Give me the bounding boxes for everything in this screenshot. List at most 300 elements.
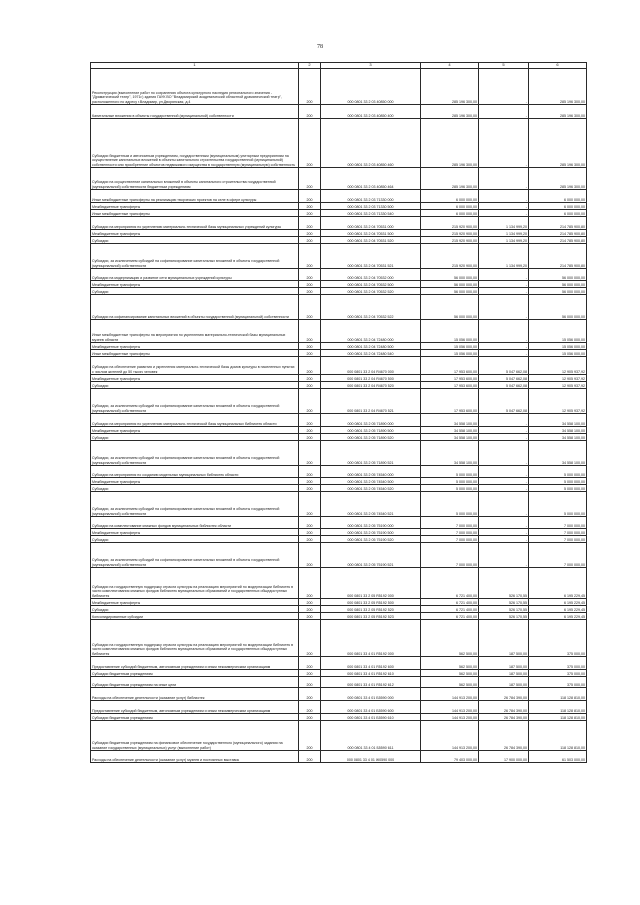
row-csr-code: 000 0801 33 2 05 R5192 520 [321, 606, 421, 613]
row-name: Субсидии, за исключением субсидий на софинансирование капитальных вложений в объекты государственной (муниципальной) собственности [91, 492, 299, 517]
row-approved-amount: 6 721 400,00 [421, 606, 479, 613]
table-row [91, 688, 587, 701]
table-row [91, 414, 587, 427]
row-code: 200 [299, 389, 321, 414]
row-name: Межбюджетные трансферты [91, 427, 299, 434]
table-row [91, 295, 587, 320]
row-approved-amount: 6 721 400,00 [421, 613, 479, 620]
row-code: 200 [299, 210, 321, 217]
row-result-amount: 375 000,00 [529, 670, 587, 677]
row-approved-amount: 5 000 000,00 [421, 485, 479, 492]
row-name: Субсидии, за исключением субсидий на софинансирование капитальных вложений в объекты государственной (муниципальной) собственности [91, 389, 299, 414]
row-change-amount: - [479, 350, 529, 357]
row-approved-amount: 6 000 000,00 [421, 210, 479, 217]
row-change-amount: 26 784 390,00 [479, 701, 529, 714]
row-change-amount: 26 784 390,00 [479, 714, 529, 721]
row-approved-amount: 6 721 400,00 [421, 568, 479, 599]
row-code: 200 [299, 434, 321, 441]
row-approved-amount: 6 000 000,00 [421, 190, 479, 203]
row-result-amount: 5 000 000,00 [529, 466, 587, 478]
row-csr-code: 000 0801 33 2 04 70531 500 [321, 230, 421, 237]
row-name: Субсидии [91, 382, 299, 389]
row-code: 200 [299, 119, 321, 168]
row-change-amount: 26 784 390,00 [479, 721, 529, 751]
table-row [91, 105, 587, 119]
row-approved-amount: 285 196 300,00 [421, 105, 479, 119]
row-code: 200 [299, 441, 321, 466]
table-row [91, 485, 587, 492]
table-row [91, 606, 587, 613]
table-row [91, 320, 587, 343]
row-code: 200 [299, 606, 321, 613]
row-approved-amount: 15 056 000,00 [421, 350, 479, 357]
row-name: Субсидии на обеспечение развития и укрепления материально-технической базы домов культуры в населенных пунктах с числом жителей до 50 тысяч человек [91, 357, 299, 375]
row-approved-amount: 56 000 000,00 [421, 269, 479, 281]
row-change-amount: - [479, 105, 529, 119]
row-result-amount: 56 000 000,00 [529, 269, 587, 281]
table-row [91, 701, 587, 714]
row-code: 200 [299, 269, 321, 281]
row-change-amount: - [479, 343, 529, 350]
row-code: 200 [299, 230, 321, 237]
row-name: Субсидии на модернизацию и развитие сети муниципальных учреждений культуры [91, 269, 299, 281]
row-name: Субсидии [91, 434, 299, 441]
row-name: Субсидии на мероприятия по созданию модельных муниципальных библиотек области [91, 466, 299, 478]
row-code: 200 [299, 714, 321, 721]
row-csr-code: 000 0801 33 2 05 74540 500 [321, 478, 421, 485]
table-row [91, 382, 587, 389]
row-name: Расходы на обеспечение деятельности (оказание услуг) библиотек [91, 688, 299, 701]
row-csr-code: 000 0801 33 2 04 70532 520 [321, 288, 421, 295]
row-code: 200 [299, 529, 321, 536]
row-change-amount: 5 047 662,08 [479, 382, 529, 389]
row-change-amount: 526 170,55 [479, 568, 529, 599]
table-row [91, 119, 587, 168]
row-csr-code: 000 0801 33 2 04 70532 522 [321, 295, 421, 320]
row-csr-code: 000 0801 33 2 04 70532 500 [321, 281, 421, 288]
row-csr-code: 000 0801 33 4 01 R5192 000 [321, 620, 421, 657]
table-row [91, 269, 587, 281]
table-row [91, 714, 587, 721]
row-change-amount: 187 500,00 [479, 670, 529, 677]
row-result-amount: 118 128 810,00 [529, 688, 587, 701]
row-csr-code: 000 0801 33 2 03 40850 000 [321, 69, 421, 105]
row-csr-code: 000 0801 33 2 03 40850 400 [321, 105, 421, 119]
row-change-amount: - [479, 434, 529, 441]
header-cell: 4 [421, 63, 479, 69]
row-name: Субсидии [91, 237, 299, 244]
row-code: 200 [299, 536, 321, 543]
row-approved-amount: 5 000 000,00 [421, 492, 479, 517]
row-csr-code: 000 0801 33 2 04 R4670 521 [321, 389, 421, 414]
row-approved-amount: 562 500,00 [421, 657, 479, 670]
row-change-amount: 17 900 000,00 [479, 751, 529, 763]
row-csr-code: 000 0801 33 4 01 R5192 610 [321, 670, 421, 677]
row-name: Субсидии [91, 485, 299, 492]
row-code: 200 [299, 492, 321, 517]
row-csr-code: 000 0801 33 2 05 75190 521 [321, 543, 421, 568]
row-code: 200 [299, 620, 321, 657]
row-code: 200 [299, 751, 321, 763]
row-result-amount: 214 785 900,80 [529, 237, 587, 244]
row-csr-code: 000 0801 33 2 05 R5192 500 [321, 599, 421, 606]
row-csr-code: 000 0801 33 2 03 40850 460 [321, 119, 421, 168]
row-name: Субсидии на мероприятия по укреплению материально-технической базы муниципальных библиотек области [91, 414, 299, 427]
table-row [91, 343, 587, 350]
row-result-amount: 7 000 000,00 [529, 543, 587, 568]
table-row [91, 389, 587, 414]
table-row [91, 375, 587, 382]
row-code: 200 [299, 382, 321, 389]
row-code: 200 [299, 568, 321, 599]
table-row [91, 427, 587, 434]
row-code: 200 [299, 485, 321, 492]
row-csr-code: 000 0801 33 2 04 72480 000 [321, 320, 421, 343]
row-change-amount: 526 170,55 [479, 613, 529, 620]
table-row [91, 721, 587, 751]
row-name: Межбюджетные трансферты [91, 599, 299, 606]
row-change-amount: - [479, 427, 529, 434]
row-code: 200 [299, 357, 321, 375]
row-csr-code: 000 0801 33 4 01 Б5590 000 [321, 688, 421, 701]
row-csr-code: 000 0801 33 2 05 71890 500 [321, 427, 421, 434]
row-approved-amount: 215 920 900,00 [421, 244, 479, 269]
table-row [91, 217, 587, 230]
row-approved-amount: 562 500,00 [421, 677, 479, 688]
row-name: Иные межбюджетные трансферты [91, 210, 299, 217]
row-change-amount: 1 134 999,20 [479, 237, 529, 244]
row-name: Субсидии, за исключением субсидий на софинансирование капитальных вложений в объекты государственной (муниципальной) собственности [91, 244, 299, 269]
row-approved-amount: 7 000 000,00 [421, 536, 479, 543]
row-csr-code: 000 0801 33 2 04 72480 500 [321, 343, 421, 350]
row-result-amount: 375 000,00 [529, 677, 587, 688]
row-name: Субсидии бюджетным учреждениям [91, 670, 299, 677]
row-change-amount: - [479, 320, 529, 343]
table-row [91, 517, 587, 529]
row-code: 200 [299, 688, 321, 701]
row-code: 200 [299, 288, 321, 295]
row-result-amount: 285 196 300,00 [529, 119, 587, 168]
row-csr-code: 000 0801 33 2 04 R4670 520 [321, 382, 421, 389]
row-approved-amount: 562 500,00 [421, 620, 479, 657]
row-result-amount: 6 000 000,00 [529, 190, 587, 203]
table-row [91, 237, 587, 244]
row-name: Иные межбюджетные трансферты на реализацию творческих проектов на селе в сфере культуры [91, 190, 299, 203]
table-row [91, 244, 587, 269]
row-approved-amount: 215 920 900,00 [421, 230, 479, 237]
row-change-amount: - [479, 69, 529, 105]
table-row [91, 434, 587, 441]
table-row [91, 478, 587, 485]
row-result-amount: 5 000 000,00 [529, 492, 587, 517]
table-row [91, 670, 587, 677]
row-result-amount: 214 785 900,80 [529, 217, 587, 230]
row-code: 200 [299, 320, 321, 343]
row-name: Межбюджетные трансферты [91, 375, 299, 382]
row-name: Субсидии бюджетным учреждениям на иные цели [91, 677, 299, 688]
row-approved-amount: 17 953 600,00 [421, 389, 479, 414]
row-csr-code: 000 0801 33 4 01 R5192 612 [321, 677, 421, 688]
table-row [91, 599, 587, 606]
table-row [91, 281, 587, 288]
row-csr-code: 000 0801 33 2 04 R4670 000 [321, 357, 421, 375]
row-name: Межбюджетные трансферты [91, 343, 299, 350]
row-name: Субсидии на комплектование книжных фондов муниципальных библиотек области [91, 517, 299, 529]
row-result-amount: 375 000,00 [529, 657, 587, 670]
row-change-amount: - [479, 529, 529, 536]
row-code: 200 [299, 613, 321, 620]
table-row [91, 288, 587, 295]
row-name: Субсидии [91, 606, 299, 613]
table-row [91, 441, 587, 466]
row-result-amount: 56 000 000,00 [529, 295, 587, 320]
budget-table [90, 62, 587, 763]
row-change-amount: 526 170,55 [479, 599, 529, 606]
row-csr-code: 000 0801 33 2 05 71890 520 [321, 434, 421, 441]
row-csr-code: 000 0801 33 2 04 R4670 500 [321, 375, 421, 382]
page-number: 78 [317, 44, 323, 50]
row-change-amount: - [479, 281, 529, 288]
row-change-amount: 1 134 999,20 [479, 230, 529, 237]
row-code: 200 [299, 217, 321, 230]
row-change-amount: 26 784 390,00 [479, 688, 529, 701]
row-change-amount: 1 134 999,20 [479, 244, 529, 269]
row-csr-code: 000 0801 33 2 03 71330 500 [321, 203, 421, 210]
row-approved-amount: 56 000 000,00 [421, 288, 479, 295]
row-name: Субсидии на государственную поддержку отрасли культуры на реализацию мероприятий по модернизации библиотек в части комплектования книжных фондов библиотек муниципальных образований и государственных общедоступных библиотек [91, 620, 299, 657]
row-change-amount: - [479, 203, 529, 210]
row-result-amount: 15 056 000,00 [529, 343, 587, 350]
row-approved-amount: 34 558 100,00 [421, 434, 479, 441]
row-change-amount: - [479, 441, 529, 466]
row-csr-code: 000 0801 33 4 01 Ж0590 000 [321, 751, 421, 763]
row-code: 200 [299, 677, 321, 688]
row-code: 200 [299, 670, 321, 677]
row-code: 200 [299, 701, 321, 714]
row-approved-amount: 17 953 600,00 [421, 357, 479, 375]
row-code: 200 [299, 517, 321, 529]
row-code: 200 [299, 168, 321, 190]
row-approved-amount: 144 913 200,00 [421, 714, 479, 721]
row-change-amount: 5 047 662,08 [479, 357, 529, 375]
row-approved-amount: 6 000 000,00 [421, 203, 479, 210]
row-csr-code: 000 0801 33 2 04 72480 540 [321, 350, 421, 357]
row-csr-code: 000 0801 33 2 05 74540 520 [321, 485, 421, 492]
row-csr-code: 000 0801 33 2 05 71890 000 [321, 414, 421, 427]
row-csr-code: 000 0801 33 4 01 Б5590 610 [321, 714, 421, 721]
row-result-amount: 7 000 000,00 [529, 536, 587, 543]
row-name: Субсидии на государственную поддержку отрасли культуры на реализацию мероприятий по модернизации библиотек в части комплектования книжных фондов библиотек муниципальных образований и государственных общедоступных библиотек [91, 568, 299, 599]
row-result-amount: 6 000 000,00 [529, 203, 587, 210]
row-change-amount: - [479, 295, 529, 320]
row-result-amount: 375 000,00 [529, 620, 587, 657]
row-change-amount: - [479, 478, 529, 485]
table-row [91, 168, 587, 190]
row-approved-amount: 15 056 000,00 [421, 320, 479, 343]
row-result-amount: 12 905 937,92 [529, 375, 587, 382]
row-code: 200 [299, 375, 321, 382]
row-approved-amount: 17 953 600,00 [421, 375, 479, 382]
row-change-amount: - [479, 190, 529, 203]
row-code: 200 [299, 427, 321, 434]
row-result-amount: 118 128 810,00 [529, 701, 587, 714]
row-name: Субсидии [91, 288, 299, 295]
row-name: Субсидии бюджетным и автономным учреждениям, государственным (муниципальным) унитарным предприятиям на осуществление капитальных вложений в объекты капитального строительства государственной (муниципальной) собственности или приобретение объектов недвижимого имущества в государственную (муниципальную) собственность [91, 119, 299, 168]
row-change-amount: - [479, 536, 529, 543]
row-name: Иные межбюджетные трансферты [91, 350, 299, 357]
row-approved-amount: 5 000 000,00 [421, 478, 479, 485]
row-code: 200 [299, 350, 321, 357]
row-approved-amount: 7 000 000,00 [421, 529, 479, 536]
table-row [91, 492, 587, 517]
row-result-amount: 15 056 000,00 [529, 350, 587, 357]
row-csr-code: 000 0801 33 2 05 75190 500 [321, 529, 421, 536]
row-result-amount: 214 785 900,80 [529, 230, 587, 237]
row-name: Межбюджетные трансферты [91, 281, 299, 288]
row-csr-code: 000 0801 33 2 04 70532 000 [321, 269, 421, 281]
row-change-amount: 5 047 662,08 [479, 375, 529, 382]
row-result-amount: 285 196 300,00 [529, 168, 587, 190]
row-change-amount: - [479, 119, 529, 168]
row-result-amount: 15 056 000,00 [529, 320, 587, 343]
row-code: 200 [299, 721, 321, 751]
row-result-amount: 6 195 229,45 [529, 599, 587, 606]
row-code: 200 [299, 295, 321, 320]
row-csr-code: 000 0801 33 2 05 71890 521 [321, 441, 421, 466]
row-name: Расходы на обеспечение деятельности (оказание услуг) музеев и постоянных выставок [91, 751, 299, 763]
row-csr-code: 000 0801 33 4 01 R5192 600 [321, 657, 421, 670]
row-change-amount: - [479, 543, 529, 568]
table-row [91, 69, 587, 105]
table-row [91, 190, 587, 203]
row-change-amount: 1 134 999,20 [479, 217, 529, 230]
row-name: Субсидии бюджетным учреждениям [91, 714, 299, 721]
row-approved-amount: 56 000 000,00 [421, 281, 479, 288]
row-name: Субсидии на софинансирование капитальных вложений в объекты государственной (муниципальной) собственности [91, 295, 299, 320]
row-approved-amount: 7 000 000,00 [421, 517, 479, 529]
row-change-amount: 187 500,00 [479, 620, 529, 657]
row-result-amount: 6 195 229,45 [529, 606, 587, 613]
table-row [91, 230, 587, 237]
row-code: 200 [299, 105, 321, 119]
row-approved-amount: 5 000 000,00 [421, 466, 479, 478]
row-change-amount: - [479, 466, 529, 478]
row-code: 200 [299, 657, 321, 670]
row-result-amount: 12 905 937,92 [529, 357, 587, 375]
row-approved-amount: 34 558 100,00 [421, 414, 479, 427]
row-result-amount: 118 128 810,00 [529, 721, 587, 751]
row-approved-amount: 17 953 600,00 [421, 382, 479, 389]
row-name: Субсидии на мероприятия по укреплению материально-технической базы муниципальных учреждений культуры [91, 217, 299, 230]
row-csr-code: 000 0801 33 2 04 70531 520 [321, 237, 421, 244]
row-result-amount: 6 000 000,00 [529, 210, 587, 217]
row-result-amount: 61 503 000,00 [529, 751, 587, 763]
row-name: Предоставление субсидий бюджетным, автономным учреждениям и иным некоммерческим организациям [91, 701, 299, 714]
row-result-amount: 285 196 300,00 [529, 105, 587, 119]
table-row [91, 620, 587, 657]
row-code: 200 [299, 203, 321, 210]
row-csr-code: 000 0801 33 2 05 75190 520 [321, 536, 421, 543]
row-csr-code: 000 0801 33 2 04 70531 000 [321, 217, 421, 230]
row-name: Межбюджетные трансферты [91, 478, 299, 485]
row-result-amount: 34 558 100,00 [529, 414, 587, 427]
row-name: Субсидии на осуществление капитальных вложений в объекты капитального строительства государственной (муниципальной) собственности бюджетным учреждениям [91, 168, 299, 190]
row-csr-code: 000 0801 33 2 04 70531 521 [321, 244, 421, 269]
row-result-amount: 285 196 300,00 [529, 69, 587, 105]
row-change-amount: - [479, 210, 529, 217]
row-code: 200 [299, 466, 321, 478]
header-cell: 6 [529, 63, 587, 69]
row-code: 200 [299, 599, 321, 606]
row-name: Реконструкция (выполнение работ по сохранению объекта культурного наследия регионального значения - "Драматический театр", 1971г.) здания ГАУК ВО "Владимирский академический областной драматический театр", расположенного по адресу г.Владимир, ул.Дворянская, д.4 [91, 69, 299, 105]
row-name: Предоставление субсидий бюджетным, автономным учреждениям и иным некоммерческим организациям [91, 657, 299, 670]
row-code: 200 [299, 281, 321, 288]
table-row [91, 529, 587, 536]
row-name: Субсидии [91, 536, 299, 543]
row-change-amount: - [479, 414, 529, 427]
row-name: Капитальные вложения в объекты государственной (муниципальной) собственности [91, 105, 299, 119]
row-change-amount: 187 500,00 [479, 657, 529, 670]
row-approved-amount: 285 196 300,00 [421, 69, 479, 105]
row-change-amount: 5 047 662,08 [479, 389, 529, 414]
row-code: 200 [299, 190, 321, 203]
row-csr-code: 000 0801 33 2 03 71330 540 [321, 210, 421, 217]
row-result-amount: 56 000 000,00 [529, 281, 587, 288]
row-result-amount: 5 000 000,00 [529, 485, 587, 492]
row-change-amount: - [479, 168, 529, 190]
row-name: Межбюджетные трансферты [91, 203, 299, 210]
table-row [91, 751, 587, 763]
row-change-amount: - [479, 269, 529, 281]
row-change-amount: - [479, 288, 529, 295]
row-csr-code: 000 0801 33 2 05 R5192 523 [321, 613, 421, 620]
row-code: 200 [299, 478, 321, 485]
row-name: Межбюджетные трансферты [91, 230, 299, 237]
row-approved-amount: 562 500,00 [421, 670, 479, 677]
row-change-amount: - [479, 485, 529, 492]
row-change-amount: - [479, 492, 529, 517]
row-name: Иные межбюджетные трансферты на мероприятия по укреплению материально-технической базы муниципальных музеев области [91, 320, 299, 343]
row-result-amount: 118 128 810,00 [529, 714, 587, 721]
table-row [91, 357, 587, 375]
row-csr-code: 000 0801 33 4 01 Б5590 611 [321, 721, 421, 751]
table-row [91, 350, 587, 357]
row-approved-amount: 34 558 100,00 [421, 427, 479, 434]
row-change-amount: - [479, 517, 529, 529]
row-approved-amount: 144 913 200,00 [421, 688, 479, 701]
row-result-amount: 214 785 900,80 [529, 244, 587, 269]
row-approved-amount: 144 913 200,00 [421, 721, 479, 751]
row-code: 200 [299, 414, 321, 427]
row-change-amount: 187 500,00 [479, 677, 529, 688]
table-row [91, 466, 587, 478]
row-approved-amount: 144 913 200,00 [421, 701, 479, 714]
row-approved-amount: 7 000 000,00 [421, 543, 479, 568]
row-csr-code: 000 0801 33 2 05 R5192 000 [321, 568, 421, 599]
row-approved-amount: 6 721 400,00 [421, 599, 479, 606]
row-result-amount: 12 905 937,92 [529, 382, 587, 389]
row-result-amount: 34 558 100,00 [529, 427, 587, 434]
row-approved-amount: 79 403 000,00 [421, 751, 479, 763]
table-row [91, 210, 587, 217]
table-row [91, 543, 587, 568]
row-csr-code: 000 0801 33 2 05 75190 000 [321, 517, 421, 529]
row-result-amount: 34 558 100,00 [529, 434, 587, 441]
row-result-amount: 7 000 000,00 [529, 517, 587, 529]
row-result-amount: 5 000 000,00 [529, 478, 587, 485]
header-cell: 3 [321, 63, 421, 69]
header-cell: 1 [91, 63, 299, 69]
